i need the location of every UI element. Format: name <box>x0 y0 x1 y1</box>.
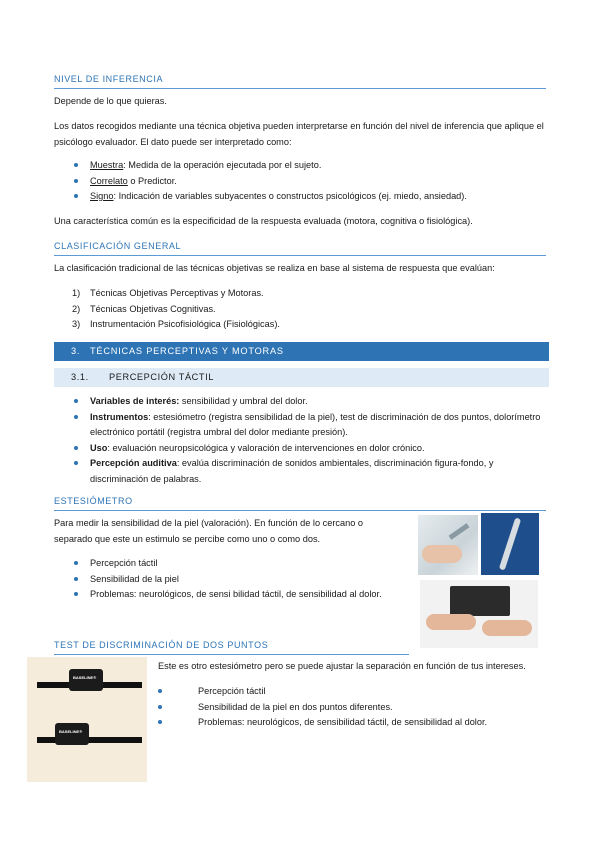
bullet-text: Sensibilidad de la piel en dos puntos diferentes. <box>198 701 393 712</box>
nivel-closing: Una característica común es la especificidad de la respuesta evaluada (motora, cognitiva o fisiológica). <box>54 216 473 226</box>
bullet-term: Percepción auditiva <box>90 458 177 468</box>
bullet-term: Muestra <box>90 160 124 170</box>
list-text: Instrumentación Psicofisiológica (Fisiológicas). <box>90 319 280 329</box>
hand-shape <box>426 614 476 630</box>
list-item <box>158 715 538 731</box>
bullet-icon <box>74 415 78 419</box>
bullet-text: Percepción táctil <box>198 686 266 696</box>
bullet-text: : evalúa discriminación de sonidos ambientales, discriminación figura-fondo, y discriminación de palabras. <box>90 458 494 484</box>
section-3-1-band <box>54 368 549 387</box>
esthesiometer-hand-photo <box>418 515 478 575</box>
bullet-icon <box>158 689 162 693</box>
section-title: TÉCNICAS PERCEPTIVAS Y MOTORAS <box>90 346 284 356</box>
bullet-text: : evaluación neuropsicológica y valoración de intervenciones en dolor crónico. <box>107 442 425 453</box>
finger-shape <box>422 545 462 563</box>
discriminacion-paragraph: Este es otro estesiómetro pero se puede ajustar la separación en función de tus intereses. <box>158 661 526 671</box>
heading-estesiometro: ESTESIÓMETRO <box>54 496 133 506</box>
bullet-icon <box>74 561 78 565</box>
list-number: 2) <box>72 303 81 314</box>
bullet-icon <box>74 577 78 581</box>
bullet-term: Instrumentos <box>90 411 149 422</box>
heading-rule <box>54 654 409 655</box>
caliper-slider <box>69 669 103 691</box>
heading-rule <box>54 255 546 256</box>
list-text: Técnicas Objetivas Cognitivas. <box>90 303 216 314</box>
clasificacion-paragraph: La clasificación tradicional de las técnicas objetivas se realiza en base al sistema de respuesta que evalúan: <box>54 263 495 273</box>
list-item <box>74 394 544 410</box>
bullet-text: Sensibilidad de la piel <box>90 573 179 584</box>
bullet-term: Signo <box>90 191 114 201</box>
bullet-text: Problemas: neurológicos, de sensibilidad táctil, de sensibilidad al dolor. <box>198 717 488 727</box>
bullet-text: : estesiómetro (registra sensibilidad de la piel), test de discriminación de dos puntos, dolorímetro electrónico portátil (registra umbral del dolor mediante presión). <box>90 411 541 437</box>
nivel-line1: Depende de lo que quieras. <box>54 96 167 106</box>
list-item <box>72 317 280 333</box>
instrument-shape <box>499 517 521 570</box>
list-item <box>74 441 544 457</box>
bullet-text: sensibilidad y umbral del dolor. <box>179 396 308 406</box>
list-item <box>74 587 414 603</box>
caliper-label: BASELINE® <box>73 675 97 680</box>
list-item <box>158 684 538 700</box>
bullet-icon <box>74 163 78 167</box>
bullet-icon <box>74 446 78 450</box>
bullet-icon <box>74 461 78 465</box>
esthesiometer-instrument-photo <box>481 513 539 575</box>
list-item <box>74 456 544 487</box>
bullet-term: Uso <box>90 442 108 453</box>
heading-clasificacion: CLASIFICACIÓN GENERAL <box>54 241 182 251</box>
bullet-icon <box>74 179 78 183</box>
list-item <box>74 189 544 205</box>
bullet-icon <box>74 399 78 403</box>
bullet-text: Percepción táctil <box>90 558 158 568</box>
discriminacion-bullet-list <box>158 684 538 731</box>
heading-rule <box>54 88 546 89</box>
list-number: 3) <box>72 319 81 329</box>
list-item <box>72 302 280 318</box>
bullet-text: Problemas: neurológicos, de sensi bilidad táctil, de sensibilidad al dolor. <box>90 589 382 599</box>
bullet-term: Correlato <box>90 175 128 186</box>
list-number: 1) <box>72 288 81 298</box>
section-3-band <box>54 342 549 361</box>
heading-discriminacion: TEST DE DISCRIMINACIÓN DE DOS PUNTOS <box>54 640 269 650</box>
hand-shape <box>482 620 532 636</box>
clasificacion-list <box>72 286 280 333</box>
caliper-label: BASELINE® <box>59 729 83 734</box>
esthesiometer-kit-photo <box>420 580 538 648</box>
bullet-icon <box>158 720 162 724</box>
list-item <box>72 286 280 302</box>
bullet-text: : Medida de la operación ejecutada por el sujeto. <box>123 160 322 170</box>
list-item <box>158 700 538 716</box>
bullet-icon <box>74 194 78 198</box>
caliper-bar <box>37 737 142 743</box>
list-item <box>74 556 414 572</box>
section-number: 3. <box>71 346 81 356</box>
heading-rule <box>54 510 546 511</box>
tactil-bullet-list <box>74 394 544 487</box>
bullet-term: Variables de interés: <box>90 396 180 406</box>
bullet-icon <box>158 705 162 709</box>
list-item <box>74 158 544 174</box>
probe-shape <box>449 523 470 540</box>
list-text: Técnicas Objetivas Perceptivas y Motoras. <box>90 288 264 298</box>
list-item <box>74 174 544 190</box>
nivel-bullet-list <box>74 158 544 205</box>
kit-case-shape <box>450 586 510 616</box>
estesiometro-bullet-list <box>74 556 414 603</box>
section-number: 3.1. <box>71 372 89 382</box>
heading-nivel-inferencia: NIVEL DE INFERENCIA <box>54 74 164 84</box>
list-item <box>74 572 414 588</box>
caliper-slider <box>55 723 89 745</box>
estesiometro-paragraph: Para medir la sensibilidad de la piel (valoración). En función de lo cercano o separado que este un estimulo se percibe como uno o como dos. <box>54 518 363 544</box>
list-item <box>74 410 544 441</box>
nivel-paragraph: Los datos recogidos mediante una técnica objetiva pueden interpretarse en función del nivel de inferencia que aplique el psicólogo evaluador. El dato puede ser interpretado como: <box>54 121 544 147</box>
two-point-caliper-photo <box>27 657 147 782</box>
bullet-text: o Predictor. <box>127 175 177 186</box>
bullet-icon <box>74 592 78 596</box>
section-title: PERCEPCIÓN TÁCTIL <box>109 372 214 382</box>
bullet-text: : Indicación de variables subyacentes o constructos psicológicos (ej. miedo, ansiedad). <box>113 191 467 201</box>
